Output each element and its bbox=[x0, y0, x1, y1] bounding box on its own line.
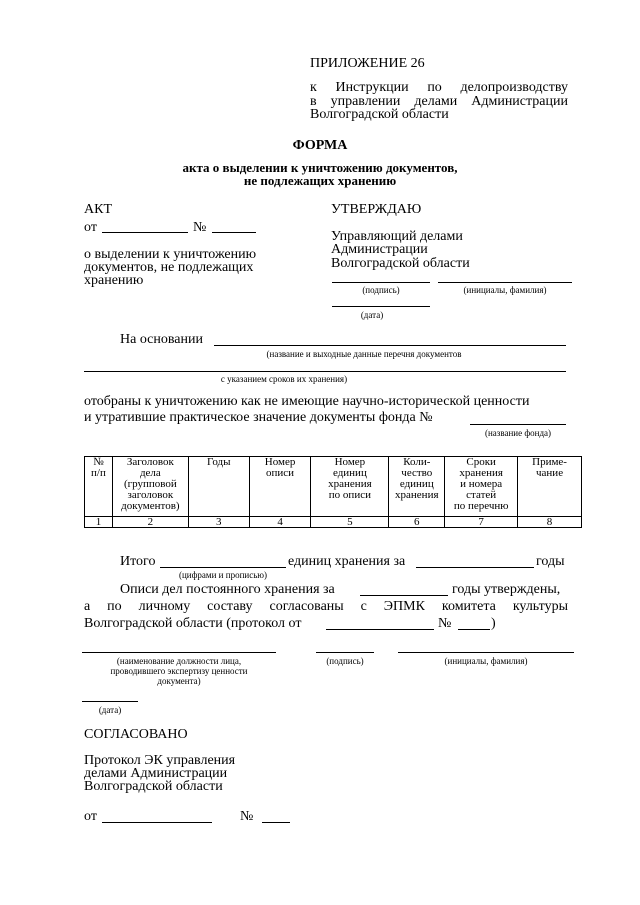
act-desc-line2: документов, не подлежащих bbox=[84, 260, 254, 275]
protocol-date-field[interactable] bbox=[326, 629, 434, 630]
documents-table bbox=[84, 456, 582, 528]
total-label: Итого bbox=[120, 554, 156, 569]
total-count-field[interactable] bbox=[160, 567, 286, 568]
approval-date-caption: (дата) bbox=[360, 310, 384, 320]
instruction-ref-line1: к Инструкции по делопроизводству bbox=[310, 80, 568, 95]
header-cell-notes: Приме- чание bbox=[518, 457, 582, 517]
approver-signature-caption: (подпись) bbox=[362, 285, 400, 295]
agreed-number-label: № bbox=[240, 809, 254, 824]
act-date-label: от bbox=[84, 220, 97, 235]
fund-number-field[interactable] bbox=[470, 424, 566, 425]
total-count-caption: (цифрами и прописью) bbox=[178, 570, 268, 580]
approver-role-line3: Волгоградской области bbox=[331, 256, 470, 271]
agreed-date-field[interactable] bbox=[102, 822, 212, 823]
protocol-number-label: № bbox=[438, 616, 452, 631]
act-desc-line1: о выделении к уничтожению bbox=[84, 247, 257, 262]
agreed-protocol-line3: Волгоградской области bbox=[84, 779, 223, 794]
expert-date-field[interactable] bbox=[82, 701, 138, 702]
expert-position-field[interactable] bbox=[82, 652, 276, 653]
header-cell-storage-terms: Сроки хранения и номера статей по перечню bbox=[445, 457, 518, 517]
approver-signature-field[interactable] bbox=[332, 282, 430, 283]
form-subtitle-line2: не подлежащих хранению bbox=[243, 173, 397, 188]
table-header-row bbox=[85, 457, 582, 517]
approver-name-field[interactable] bbox=[438, 282, 572, 283]
header-cell-years: Годы bbox=[188, 457, 249, 517]
instruction-ref-line2: в управлении делами Администрации bbox=[310, 94, 568, 109]
inventories-years-field[interactable] bbox=[360, 595, 448, 596]
header-cell-unit-number: Номер единиц хранения по описи bbox=[311, 457, 389, 517]
column-number-4: 4 bbox=[249, 517, 311, 528]
protocol-number-field[interactable] bbox=[458, 629, 490, 630]
total-units-label: единиц хранения за bbox=[288, 554, 406, 569]
act-desc-line3: хранению bbox=[84, 273, 144, 288]
inventories-line3-start: Волгоградской области (протокол от bbox=[84, 616, 302, 631]
agreed-label: СОГЛАСОВАНО bbox=[84, 727, 188, 742]
form-title: ФОРМА bbox=[292, 138, 348, 153]
table-number-row bbox=[85, 517, 582, 528]
expert-signature-caption: (подпись) bbox=[326, 656, 364, 666]
expert-position-caption-line1: (наименование должности лица, bbox=[116, 656, 242, 666]
inventories-line1-start: Описи дел постоянного хранения за bbox=[120, 582, 335, 597]
expert-position-caption-line2: проводившего экспертизу ценности bbox=[110, 666, 248, 676]
form-subtitle-line1: акта о выделении к уничтожению документов, bbox=[182, 160, 458, 175]
inventories-line2: а по личному составу согласованы с ЭПМК комитета культуры bbox=[84, 599, 568, 614]
approve-label: УТВЕРЖДАЮ bbox=[331, 202, 422, 217]
total-years-field[interactable] bbox=[416, 567, 534, 568]
header-cell-inventory-number: Номер описи bbox=[249, 457, 311, 517]
column-number-6: 6 bbox=[389, 517, 445, 528]
act-number-label: № bbox=[193, 220, 207, 235]
selected-text-line2: и утратившие практическое значение документы фонда № bbox=[84, 410, 433, 425]
instruction-ref-line3: Волгоградской области bbox=[310, 107, 449, 122]
selected-text-line1: отобраны к уничтожению как не имеющие научно-исторической ценности bbox=[84, 394, 530, 409]
appendix-number: ПРИЛОЖЕНИЕ 26 bbox=[310, 56, 425, 71]
approver-role-line2: Администрации bbox=[331, 242, 428, 257]
column-number-5: 5 bbox=[311, 517, 389, 528]
column-number-2: 2 bbox=[112, 517, 188, 528]
agreed-protocol-line1: Протокол ЭК управления bbox=[84, 753, 236, 768]
basis-field-line2[interactable] bbox=[84, 371, 566, 372]
expert-date-caption: (дата) bbox=[98, 705, 122, 715]
approver-name-caption: (инициалы, фамилия) bbox=[463, 285, 547, 295]
column-number-8: 8 bbox=[518, 517, 582, 528]
basis-caption-line2: с указанием сроков их хранения) bbox=[220, 374, 348, 384]
basis-field-line1[interactable] bbox=[214, 345, 566, 346]
basis-caption-line1: (название и выходные данные перечня документов bbox=[266, 349, 462, 359]
agreed-number-field[interactable] bbox=[262, 822, 290, 823]
expert-name-caption: (инициалы, фамилия) bbox=[444, 656, 528, 666]
column-number-1: 1 bbox=[85, 517, 113, 528]
act-label: АКТ bbox=[84, 202, 112, 217]
fund-name-caption: (название фонда) bbox=[484, 428, 552, 438]
basis-label: На основании bbox=[120, 332, 203, 347]
column-number-7: 7 bbox=[445, 517, 518, 528]
act-date-field[interactable] bbox=[102, 232, 188, 233]
approval-date-field[interactable] bbox=[332, 306, 430, 307]
expert-position-caption-line3: документа) bbox=[157, 676, 201, 686]
header-cell-case-title: Заголовок дела (групповой заголовок документов) bbox=[112, 457, 188, 517]
total-years-label: годы bbox=[536, 554, 565, 569]
act-number-field[interactable] bbox=[212, 232, 256, 233]
header-cell-number: № п/п bbox=[85, 457, 113, 517]
column-number-3: 3 bbox=[188, 517, 249, 528]
header-cell-unit-count: Коли- чество единиц хранения bbox=[389, 457, 445, 517]
agreed-protocol-line2: делами Администрации bbox=[84, 766, 228, 781]
agreed-date-label: от bbox=[84, 809, 97, 824]
expert-signature-field[interactable] bbox=[316, 652, 374, 653]
inventories-line1-end: годы утверждены, bbox=[452, 582, 561, 597]
expert-name-field[interactable] bbox=[398, 652, 574, 653]
protocol-close-paren: ) bbox=[491, 616, 496, 631]
approver-role-line1: Управляющий делами bbox=[331, 229, 463, 244]
